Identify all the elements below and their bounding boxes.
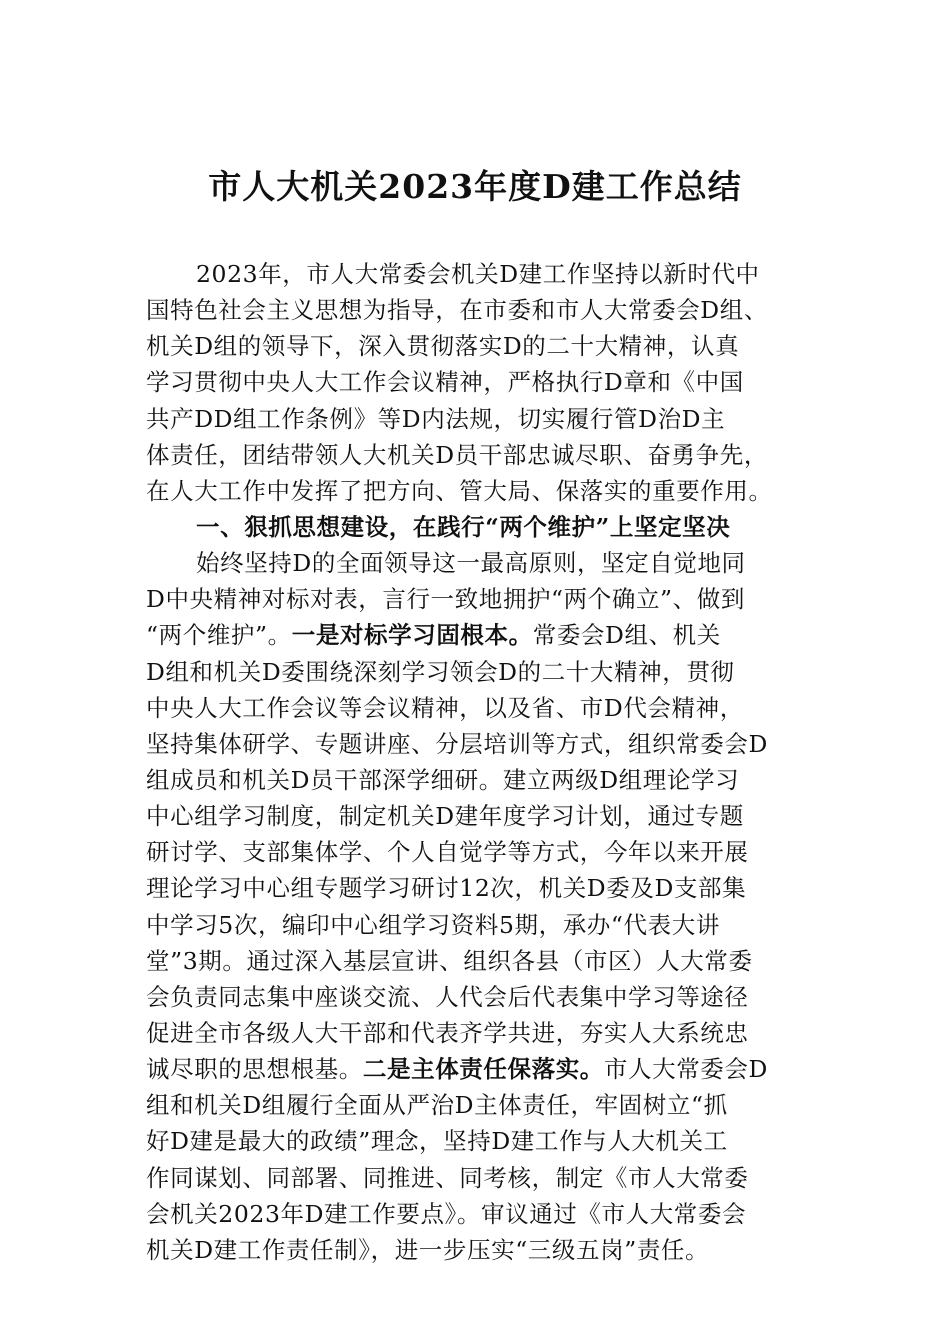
text-segment: 共产DD组工作条例》等D内法规，切实履行管D治D主 [146, 404, 726, 433]
text-segment: 2023年，市人大常委会机关D建工作坚持以新时代中 [196, 260, 760, 288]
paragraph-line [146, 292, 812, 328]
document-body [146, 256, 812, 1268]
text-segment: 在人大工作中发挥了把方向、管大局、保落实的重要作用。 [146, 476, 773, 505]
paragraph-line [146, 1232, 812, 1268]
paragraph-line [146, 726, 812, 762]
paragraph-line [146, 473, 812, 509]
paragraph-line [146, 437, 812, 473]
text-segment: 机关D建工作责任制》，进一步压实“三级五岗”责任。 [146, 1235, 710, 1264]
document-title: 市人大机关2023年度D建工作总结 [208, 167, 742, 206]
text-segment: 坚持集体研学、专题讲座、分层培训等方式，组织常委会D [146, 729, 768, 758]
paragraph-line [146, 364, 812, 400]
text-segment: 促进全市各级人大干部和代表齐学共进，夯实人大系统忠 [146, 1018, 749, 1047]
section-heading [146, 509, 812, 545]
text-segment: 中央人大工作会议等会议精神，以及省、市D代会精神， [146, 693, 744, 722]
text-segment: 市人大常委会D [603, 1055, 768, 1084]
text-segment: 体责任，团结带领人大机关D员干部忠诚尽职、奋勇争先， [146, 440, 768, 469]
text-segment: 作同谋划、同部署、同推进、同考核，制定《市人大常委 [146, 1163, 749, 1192]
text-segment: 会机关2023年D建工作要点》。审议通过《市人大常委会 [146, 1199, 747, 1228]
text-segment: 堂”3期。通过深入基层宣讲、组织各县（市区）人大常委 [146, 946, 753, 975]
text-segment: 诚尽职的思想根基。 [146, 1055, 363, 1084]
text-segment: 会负责同志集中座谈交流、人代会后代表集中学习等途径 [146, 982, 749, 1011]
paragraph-line [146, 1015, 812, 1051]
paragraph-line [146, 545, 812, 581]
text-segment: 国特色社会主义思想为指导，在市委和市人大常委会D组、 [146, 296, 768, 325]
paragraph-line [146, 870, 812, 906]
paragraph-line [146, 1196, 812, 1232]
text-segment: 理论学习中心组专题学习研讨12次，机关D委及D支部集 [146, 874, 747, 903]
paragraph-line [146, 1051, 812, 1087]
paragraph-line [146, 907, 812, 943]
text-segment: 中学习5次，编印中心组学习资料5期，承办“代表大讲 [146, 910, 720, 939]
text-segment: 好D建是最大的政绩”理念，坚持D建工作与人大机关工 [146, 1127, 728, 1156]
paragraph-line [146, 690, 812, 726]
paragraph-line [146, 943, 812, 979]
paragraph-line [146, 834, 812, 870]
text-segment: 常委会D组、机关 [532, 621, 721, 650]
paragraph-line [146, 798, 812, 834]
text-segment: 研讨学、支部集体学、个人自觉学等方式，今年以来开展 [146, 838, 749, 867]
text-segment: 组和机关D组履行全面从严治D主体责任，牢固树立“抓 [146, 1091, 728, 1120]
paragraph-line [146, 617, 812, 653]
text-segment: 机关D组的领导下，深入贯彻落实D的二十大精神，认真 [146, 332, 740, 361]
text-segment: 学习贯彻中央人大工作会议精神，严格执行D章和《中国 [146, 368, 744, 397]
bold-text-segment: 一是对标学习固根本。 [291, 621, 533, 650]
text-segment: D中央精神对标对表，言行一致地拥护“两个确立”、做到 [146, 585, 745, 614]
text-segment: 始终坚持D的全面领导这一最高原则，坚定自觉地同 [196, 549, 746, 578]
bold-text-segment: 一、狠抓思想建设，在践行“两个维护”上坚定坚决 [196, 512, 731, 541]
text-segment: 组成员和机关D员干部深学细研。建立两级D组理论学习 [146, 765, 740, 794]
paragraph-line [146, 654, 812, 690]
paragraph-line [146, 328, 812, 364]
paragraph-line [146, 581, 812, 617]
paragraph-line [146, 979, 812, 1015]
text-segment: D组和机关D委围绕深刻学习领会D的二十大精神，贯彻 [146, 657, 735, 686]
paragraph-line [146, 762, 812, 798]
text-segment: “两个维护”。 [146, 621, 292, 650]
text-segment: 中心组学习制度，制定机关D建年度学习计划，通过专题 [146, 802, 744, 831]
bold-text-segment: 二是主体责任保落实。 [362, 1055, 604, 1084]
paragraph-line [146, 256, 812, 292]
paragraph-line [146, 1087, 812, 1123]
paragraph-line [146, 1123, 812, 1159]
paragraph-line [146, 401, 812, 437]
paragraph-line [146, 1160, 812, 1196]
